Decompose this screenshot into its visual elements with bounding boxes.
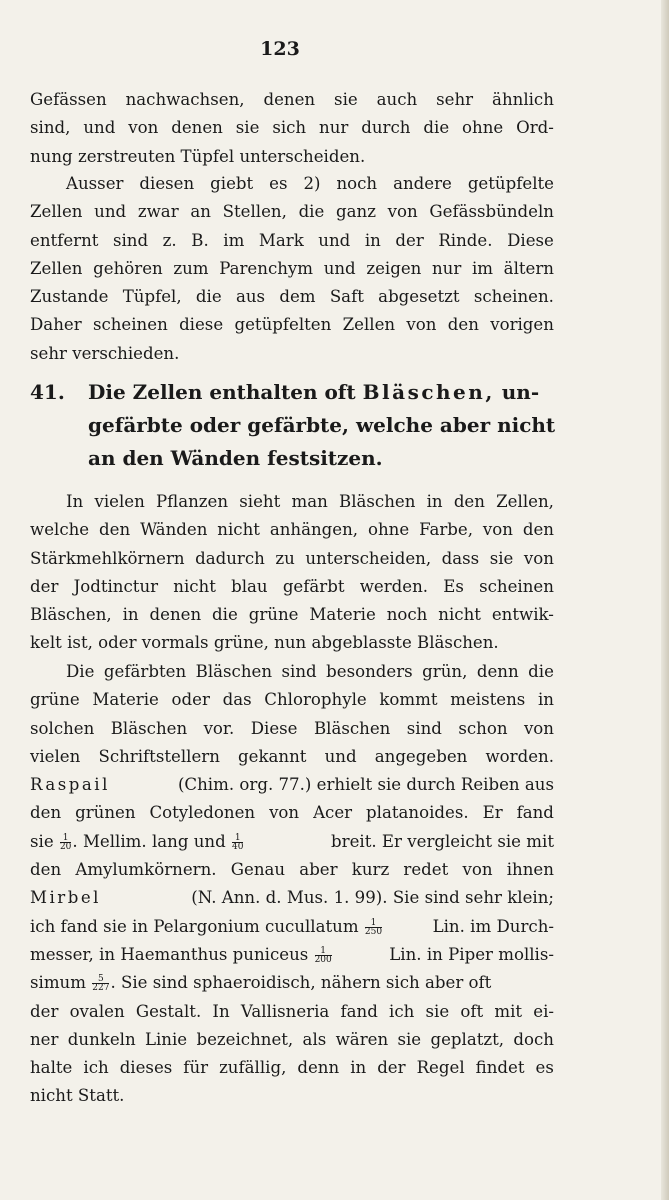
text-line: solchen Bläschen vor. Diese Bläschen sind schon von [30, 718, 554, 738]
author-name: Raspail [30, 775, 110, 795]
text-line: halte ich dieses für zufällig, denn in der Regel findet es [30, 1058, 554, 1078]
page-edge [661, 0, 669, 1200]
text-fragment: messer, in Haemanthus puniceus [30, 944, 309, 964]
text-line: Stärkmehlkörnern dadurch zu unterscheiden, dass sie von [30, 548, 554, 568]
fraction: $\frac{1}{200}$ [314, 945, 332, 965]
text-line [30, 884, 554, 912]
text-fragment: simum [30, 973, 86, 993]
paragraph-ausser [30, 170, 554, 368]
author-name: Mirbel [30, 888, 101, 908]
text-line: Die gefärbten Bläschen sind besonders grün, denn die [66, 662, 554, 681]
text-line: kelt ist, oder vormals grüne, nun abgeblasste Bläschen. [30, 633, 499, 653]
text-line: nung zerstreuten Tüpfel unterscheiden. [30, 146, 366, 166]
text-line: Bläschen, in denen die grüne Materie noch nicht entwik- [30, 605, 554, 625]
text-line: der ovalen Gestalt. In Vallisneria fand ich sie oft mit ei- [30, 1001, 554, 1021]
text-line: entfernt sind z. B. im Mark und in der Rinde. Diese [30, 230, 554, 250]
text-line [30, 771, 554, 799]
fraction: $\frac{1}{40}$ [232, 832, 244, 852]
text-fragment: sie [30, 831, 54, 851]
heading-line: gefärbte oder gefärbte, welche aber nicht [88, 413, 556, 437]
heading-text: Die Zellen enthalten oft [88, 380, 356, 404]
heading-line [30, 376, 560, 409]
text-line: Zellen gehören zum Parenchym und zeigen nur im ältern [30, 258, 554, 278]
paragraph-in-vielen [30, 488, 554, 658]
text-line: Gefässen nachwachsen, denen sie auch sehr ähnlich [30, 90, 554, 109]
text-line: Zellen und zwar an Stellen, die ganz von Gefässbündeln [30, 202, 554, 222]
text-fragment: (Chim. org. 77.) erhielt sie durch Reiben aus [177, 775, 554, 795]
text-line [30, 969, 554, 997]
text-line: den grünen Cotyledonen von Acer platanoides. Er fand [30, 803, 554, 823]
text-fragment: Lin. in Piper mollis- [389, 944, 554, 964]
fraction: $\frac{1}{250}$ [364, 917, 383, 937]
text-fragment: . Mellim. lang und [72, 831, 226, 851]
heading-line: an den Wänden festsitzen. [88, 446, 383, 470]
text-line: Daher scheinen diese getüpfelten Zellen von den vorigen [30, 315, 554, 335]
text-fragment: ich fand sie in Pelargonium cucullatum [30, 916, 359, 936]
text-line [30, 913, 554, 941]
text-line: Zustande Tüpfel, die aus dem Saft abgesetzt scheinen. [30, 287, 554, 307]
section-number: 41. [30, 380, 65, 404]
text-fragment: Lin. im Durch- [432, 916, 554, 936]
text-fragment: . Sie sind sphaeroidisch, nähern sich aber oft [110, 973, 492, 993]
text-fragment: breit. Er vergleicht sie mit [331, 831, 554, 851]
paragraph-continued [30, 86, 554, 171]
section-heading [30, 376, 560, 475]
text-line: der Jodtinctur nicht blau gefärbt werden. Es scheinen [30, 576, 554, 596]
text-line: welche den Wänden nicht anhängen, ohne Farbe, von den [30, 520, 554, 540]
text-line: Ausser diesen giebt es 2) noch andere getüpfelte [66, 174, 554, 193]
text-line [30, 941, 554, 969]
text-line [30, 828, 554, 856]
text-line: grüne Materie oder das Chlorophyle kommt meistens in [30, 690, 554, 710]
text-line: nicht Statt. [30, 1086, 125, 1106]
text-line: sehr verschieden. [30, 343, 180, 363]
fraction: $\frac{5}{227}$ [92, 974, 110, 994]
text-line: den Amylumkörnern. Genau aber kurz redet von ihnen [30, 860, 554, 880]
heading-emphasis: Bläschen, [362, 380, 495, 404]
text-fragment: (N. Ann. d. Mus. 1. 99). Sie sind sehr klein; [191, 888, 554, 908]
text-line: sind, und von denen sie sich nur durch die ohne Ord- [30, 118, 554, 138]
text-line: vielen Schriftstellern gekannt und angegeben worden. [30, 746, 554, 766]
fraction: $\frac{1}{20}$ [59, 832, 72, 852]
page-number: 123 [260, 38, 300, 60]
text-line: In vielen Pflanzen sieht man Bläschen in den Zellen, [66, 492, 554, 511]
heading-text: un- [501, 380, 540, 404]
text-line: ner dunkeln Linie bezeichnet, als wären sie geplatzt, doch [30, 1029, 554, 1049]
paragraph-die-gefaerbten [30, 658, 554, 1111]
